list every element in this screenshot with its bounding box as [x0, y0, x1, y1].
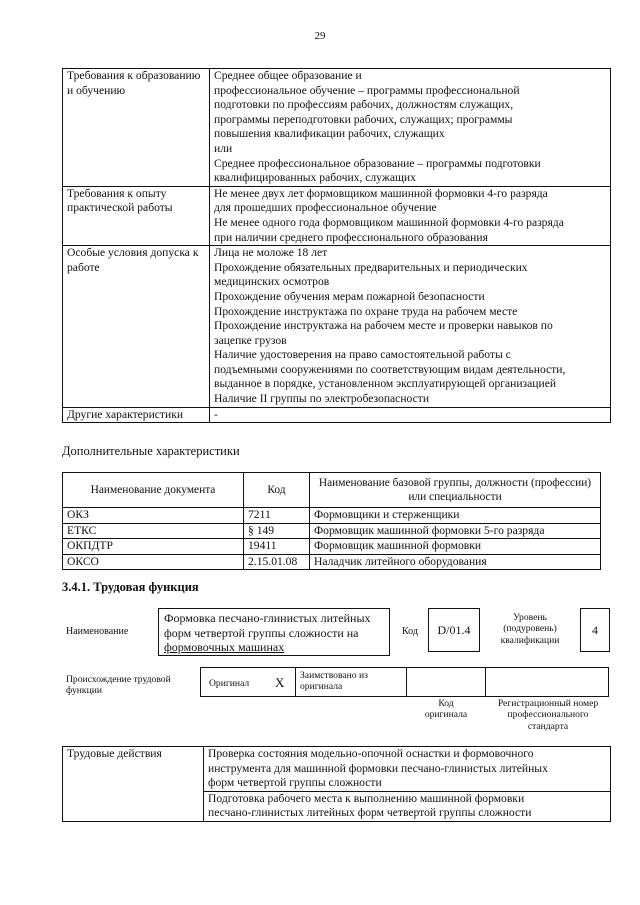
code-original-caption	[406, 698, 486, 721]
function-name-line: формовочных машинах	[164, 640, 285, 654]
line: при наличии среднего профессионального образования	[214, 230, 488, 244]
line: Наличие II группы по электробезопасности	[214, 392, 430, 406]
section-title: 3.4.1. Трудовая функция	[62, 580, 199, 594]
reg-number-caption	[485, 698, 611, 732]
line: зацепке грузов	[214, 333, 287, 347]
line: подготовки по профессиям рабочих, должностям служащих,	[214, 98, 514, 112]
actions-label: Трудовые действия	[63, 747, 204, 822]
label-line: функции	[66, 685, 102, 697]
reg-number-box	[485, 667, 609, 697]
actions-table	[62, 746, 611, 822]
cell: Формовщик машинной формовки	[310, 539, 601, 555]
table-row	[63, 523, 601, 539]
table-row	[63, 186, 611, 245]
table-row	[63, 554, 601, 570]
table-row	[63, 246, 611, 408]
line: Не менее одного года формовщиком машинной формовки 4-го разряда	[214, 215, 564, 229]
col-header: Наименование базовой группы, должности (профессии) или специальности	[310, 473, 601, 508]
label-line: Происхождение трудовой	[66, 674, 171, 685]
cell: ЕТКС	[63, 523, 244, 539]
col-header: Код	[244, 473, 310, 508]
original-label: Оригинал	[209, 678, 250, 689]
line: Прохождение инструктажа на рабочем месте и проверки навыков по	[214, 319, 553, 333]
requirements-table	[62, 68, 611, 423]
cell: Наладчик литейного оборудования	[310, 554, 601, 570]
line: или	[214, 141, 233, 155]
cell: ОКСО	[63, 554, 244, 570]
table-row	[63, 539, 601, 555]
label-line: Регистрационный номер	[497, 698, 599, 709]
label-line: профессионального	[507, 709, 589, 721]
line: Наличие удостоверения на право самостоятельной работы с	[214, 348, 511, 362]
line: Прохождение инструктажа по охране труда на рабочем месте	[214, 304, 518, 318]
line: повышения квалификации рабочих, служащих	[214, 127, 445, 141]
function-name-line: Формовка песчано-глинистых литейных	[164, 611, 371, 625]
line: Прохождение обязательных предварительных и периодических	[214, 260, 528, 274]
action-line: песчано-глинистых литейных форм четвертой группы сложности	[208, 806, 532, 820]
line: профессиональное обучение – программы профессиональной	[214, 83, 520, 97]
code-label: Код	[402, 626, 418, 637]
label-line: оригинала	[300, 681, 343, 693]
line: медицинских осмотров	[214, 275, 330, 289]
cell: Формовщик машинной формовки 5-го разряда	[310, 523, 601, 539]
line: квалифицированных рабочих, служащих	[214, 171, 416, 185]
cell: 2.15.01.08	[244, 554, 310, 570]
label-line: (подуровень)	[503, 623, 557, 635]
table-header-row	[63, 473, 601, 508]
table-row	[63, 508, 601, 524]
action-line: инструмента для машинной формовки песчано-глинистых литейных	[208, 761, 548, 775]
action-line: форм четвертой группы сложности	[208, 776, 382, 790]
row-label: Требования к образованию и обучению	[63, 69, 210, 187]
origin-label	[66, 674, 171, 697]
table-row	[63, 747, 611, 792]
line: Среднее общее образование и	[214, 69, 362, 82]
cell: § 149	[244, 523, 310, 539]
additional-heading: Дополнительные характеристики	[62, 444, 240, 458]
row-content	[210, 186, 611, 245]
name-label: Наименование	[66, 626, 129, 637]
borrowed-cell	[295, 667, 407, 697]
line: программы переподготовки рабочих, служащих; программы	[214, 112, 513, 126]
row-label: Другие характеристики	[63, 407, 210, 423]
action-line: Подготовка рабочего места к выполнению машинной формовки	[208, 791, 525, 805]
label-line: Заимствовано из	[300, 670, 368, 681]
line: подъемными сооружениями по соответствующим видам деятельности,	[214, 362, 566, 376]
cell: Формовщики и стерженщики	[310, 508, 601, 524]
extra-table	[62, 472, 601, 570]
line: выданное в порядке, установленном эксплуатирующей организацией	[214, 377, 557, 391]
label-line: оригинала	[424, 709, 468, 721]
row-content	[210, 407, 611, 423]
cell: ОКПДТР	[63, 539, 244, 555]
page-number: 29	[314, 30, 326, 42]
action-item	[204, 791, 611, 821]
cell: 19411	[244, 539, 310, 555]
table-row	[63, 407, 611, 423]
row-label: Требования к опыту практической работы	[63, 186, 210, 245]
level-label	[486, 612, 574, 646]
line: Не менее двух лет формовщиком машинной формовки 4-го разряда	[214, 186, 548, 200]
action-line: Проверка состояния модельно-опочной оснастки и формовочного	[208, 747, 534, 760]
line: для прошедших профессиональное обучение	[214, 201, 437, 215]
cell: ОКЗ	[63, 508, 244, 524]
row-content	[210, 246, 611, 408]
action-item	[204, 747, 611, 792]
row-content	[210, 69, 611, 187]
line: Среднее профессиональное образование – программы подготовки	[214, 156, 541, 170]
row-label: Особые условия допуска к работе	[63, 246, 210, 408]
table-row	[63, 69, 611, 187]
line: Прохождение обучения мерам пожарной безопасности	[214, 289, 485, 303]
line: Лица не моложе 18 лет	[214, 246, 328, 260]
line: -	[214, 407, 218, 421]
col-header: Наименование документа	[63, 473, 244, 508]
original-cell	[200, 667, 296, 697]
label-line: стандарта	[527, 720, 569, 732]
label-line: Уровень	[513, 612, 547, 623]
qualification-level: 4	[580, 608, 610, 652]
cell: 7211	[244, 508, 310, 524]
code-original-box	[406, 667, 486, 697]
label-line: квалификации	[500, 634, 560, 646]
original-mark: X	[275, 675, 285, 690]
function-name-line: форм четвертой группы сложности на	[164, 625, 359, 640]
label-line: Код	[438, 698, 454, 709]
function-code: D/01.4	[428, 608, 480, 652]
function-name-box	[158, 608, 390, 656]
